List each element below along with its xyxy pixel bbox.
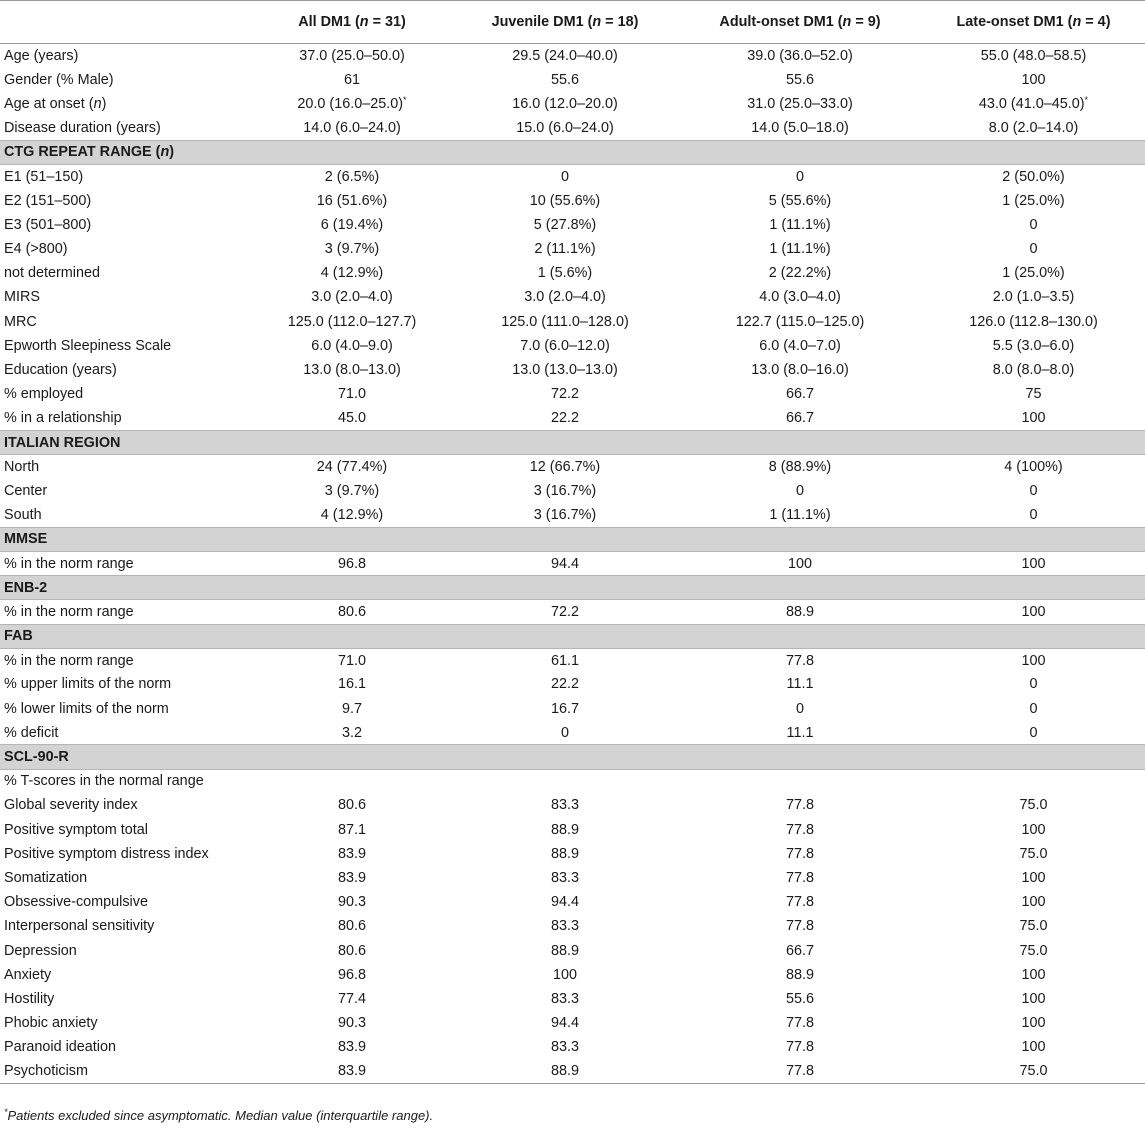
row-label: E1 (51–150) bbox=[4, 168, 84, 185]
cell-juvenile-dm1: 61.1 bbox=[550, 652, 579, 669]
cell-juvenile-dm1: 83.3 bbox=[550, 990, 579, 1007]
table-row bbox=[0, 600, 1145, 624]
cell-adult-onset-dm1: 77.8 bbox=[785, 797, 814, 814]
cell-late-onset-dm1: 75 bbox=[1025, 386, 1042, 403]
section-title: ITALIAN REGION bbox=[0, 431, 1145, 455]
cell-late-onset-dm1: 100 bbox=[1021, 869, 1046, 886]
section-header-row bbox=[0, 140, 1145, 164]
table-row bbox=[0, 285, 1145, 309]
cell-juvenile-dm1: 16.0 (12.0–20.0) bbox=[512, 95, 618, 112]
row-label: Global severity index bbox=[4, 797, 138, 814]
cell-juvenile-dm1: 88.9 bbox=[550, 821, 579, 838]
cell-juvenile-dm1: 94.4 bbox=[550, 555, 579, 572]
row-label: % employed bbox=[4, 386, 84, 403]
cell-all-dm1: 16 (51.6%) bbox=[316, 192, 388, 209]
row-label: % in a relationship bbox=[4, 410, 122, 427]
cell-all-dm1: 90.3 bbox=[337, 1015, 366, 1032]
cell-all-dm1: 4 (12.9%) bbox=[320, 506, 384, 523]
section-title: SCL-90-R bbox=[0, 745, 1145, 769]
section-title: CTG REPEAT RANGE (n) bbox=[0, 140, 1145, 164]
row-label: Hostility bbox=[4, 990, 55, 1007]
cell-all-dm1: 87.1 bbox=[337, 821, 366, 838]
cell-all-dm1: 3 (9.7%) bbox=[324, 241, 380, 258]
cell-late-onset-dm1: 55.0 (48.0–58.5) bbox=[980, 47, 1087, 64]
row-label: Somatization bbox=[4, 869, 88, 886]
cell-adult-onset-dm1: 4.0 (3.0–4.0) bbox=[759, 289, 841, 306]
table-footnote bbox=[4, 1108, 433, 1123]
cell-juvenile-dm1: 83.3 bbox=[550, 869, 579, 886]
row-label: % lower limits of the norm bbox=[4, 700, 169, 717]
cell-adult-onset-dm1: 11.1 bbox=[786, 676, 814, 693]
cell-late-onset-dm1: 100 bbox=[1021, 1015, 1046, 1032]
cell-adult-onset-dm1: 0 bbox=[795, 482, 804, 499]
cell-all-dm1: 24 (77.4%) bbox=[316, 459, 388, 476]
cell-adult-onset-dm1: 11.1 bbox=[786, 724, 814, 741]
row-label: MRC bbox=[4, 313, 37, 330]
cell-all-dm1: 9.7 bbox=[341, 700, 362, 717]
cell-adult-onset-dm1: 66.7 bbox=[785, 942, 814, 959]
row-label: MIRS bbox=[4, 289, 40, 306]
cell-juvenile-dm1: 88.9 bbox=[550, 845, 579, 862]
cell-all-dm1: 96.8 bbox=[337, 966, 366, 983]
table-row bbox=[0, 237, 1145, 261]
cell-all-dm1: 6.0 (4.0–9.0) bbox=[311, 337, 393, 354]
cell-all-dm1: 37.0 (25.0–50.0) bbox=[299, 47, 405, 64]
cell-late-onset-dm1: 100 bbox=[1021, 603, 1046, 620]
cell-adult-onset-dm1: 77.8 bbox=[678, 1059, 922, 1083]
cell-juvenile-dm1: 100 bbox=[552, 966, 577, 983]
cell-all-dm1: 80.6 bbox=[337, 797, 366, 814]
cell-adult-onset-dm1: 88.9 bbox=[785, 603, 814, 620]
cell-late-onset-dm1: 75.0 bbox=[1019, 797, 1048, 814]
table-row bbox=[0, 1035, 1145, 1059]
row-label: North bbox=[4, 459, 40, 476]
cell-adult-onset-dm1: 77.8 bbox=[785, 821, 814, 838]
cell-adult-onset-dm1: 14.0 (5.0–18.0) bbox=[751, 119, 849, 136]
header-label-column bbox=[0, 1, 252, 44]
table-row bbox=[0, 334, 1145, 358]
table-row bbox=[0, 648, 1145, 672]
cell-juvenile-dm1: 125.0 (111.0–128.0) bbox=[501, 313, 629, 330]
table-row bbox=[0, 310, 1145, 334]
table-row bbox=[0, 963, 1145, 987]
section-header-row bbox=[0, 624, 1145, 648]
cell-adult-onset-dm1: 77.8 bbox=[785, 652, 814, 669]
cell-adult-onset-dm1: 55.6 bbox=[785, 990, 814, 1007]
cell-adult-onset-dm1: 2 (22.2%) bbox=[768, 265, 832, 282]
table-row bbox=[0, 769, 1145, 793]
table-row bbox=[0, 938, 1145, 962]
cell-adult-onset-dm1: 77.8 bbox=[785, 918, 814, 935]
cell-juvenile-dm1: 2 (11.1%) bbox=[534, 241, 596, 258]
cell-adult-onset-dm1 bbox=[678, 769, 922, 793]
table-row bbox=[0, 697, 1145, 721]
table-row bbox=[0, 406, 1145, 430]
row-label: Paranoid ideation bbox=[4, 1039, 117, 1056]
cell-juvenile-dm1 bbox=[452, 769, 678, 793]
cell-juvenile-dm1: 22.2 bbox=[550, 410, 579, 427]
cell-all-dm1: 20.0 (16.0–25.0)* bbox=[297, 94, 407, 112]
cell-all-dm1: 45.0 bbox=[337, 410, 366, 427]
row-label: Obsessive-compulsive bbox=[4, 894, 148, 911]
cell-late-onset-dm1: 100 bbox=[1021, 894, 1046, 911]
cell-all-dm1: 14.0 (6.0–24.0) bbox=[303, 119, 401, 136]
cell-late-onset-dm1: 2 (50.0%) bbox=[1002, 168, 1065, 185]
cell-juvenile-dm1: 83.3 bbox=[550, 1039, 579, 1056]
row-label: Psychoticism bbox=[0, 1059, 252, 1083]
cell-all-dm1: 80.6 bbox=[337, 942, 366, 959]
row-label: Positive symptom distress index bbox=[4, 845, 209, 862]
cell-juvenile-dm1: 55.6 bbox=[550, 71, 579, 88]
table-row bbox=[0, 479, 1145, 503]
cell-juvenile-dm1: 0 bbox=[560, 168, 569, 185]
cell-juvenile-dm1: 1 (5.6%) bbox=[537, 265, 593, 282]
cell-all-dm1: 83.9 bbox=[337, 869, 366, 886]
cell-late-onset-dm1: 8.0 (8.0–8.0) bbox=[992, 362, 1075, 379]
cell-juvenile-dm1: 5 (27.8%) bbox=[533, 216, 597, 233]
cell-all-dm1: 3.0 (2.0–4.0) bbox=[311, 289, 393, 306]
cell-all-dm1: 96.8 bbox=[337, 555, 366, 572]
section-header-row bbox=[0, 527, 1145, 551]
cell-all-dm1: 77.4 bbox=[337, 990, 366, 1007]
cell-late-onset-dm1: 100 bbox=[1021, 652, 1046, 669]
cell-late-onset-dm1: 75.0 bbox=[922, 1059, 1145, 1083]
cell-late-onset-dm1: 5.5 (3.0–6.0) bbox=[992, 337, 1075, 354]
row-label: South bbox=[4, 506, 42, 523]
cell-adult-onset-dm1: 77.8 bbox=[785, 869, 814, 886]
cell-all-dm1: 83.9 bbox=[337, 845, 366, 862]
cell-juvenile-dm1: 29.5 (24.0–40.0) bbox=[512, 47, 618, 64]
table-row bbox=[0, 1011, 1145, 1035]
cell-late-onset-dm1: 75.0 bbox=[1019, 942, 1048, 959]
cell-late-onset-dm1: 0 bbox=[1029, 241, 1038, 258]
cell-juvenile-dm1: 94.4 bbox=[550, 894, 579, 911]
cell-late-onset-dm1: 0 bbox=[1029, 506, 1038, 523]
cell-juvenile-dm1: 12 (66.7%) bbox=[529, 459, 601, 476]
table-header-row bbox=[0, 1, 1145, 44]
table-row bbox=[0, 842, 1145, 866]
row-label: % in the norm range bbox=[4, 603, 134, 620]
cell-adult-onset-dm1: 0 bbox=[795, 168, 804, 185]
cell-adult-onset-dm1: 77.8 bbox=[785, 894, 814, 911]
cell-adult-onset-dm1: 5 (55.6%) bbox=[768, 192, 832, 209]
cell-late-onset-dm1: 0 bbox=[1029, 676, 1038, 693]
cell-late-onset-dm1: 126.0 (112.8–130.0) bbox=[969, 313, 1098, 330]
cell-adult-onset-dm1: 77.8 bbox=[785, 1039, 814, 1056]
cell-adult-onset-dm1: 100 bbox=[787, 555, 812, 572]
cell-adult-onset-dm1: 77.8 bbox=[785, 845, 814, 862]
cell-late-onset-dm1: 2.0 (1.0–3.5) bbox=[992, 289, 1075, 306]
cell-adult-onset-dm1: 66.7 bbox=[785, 386, 814, 403]
cell-juvenile-dm1: 15.0 (6.0–24.0) bbox=[516, 119, 614, 136]
cell-late-onset-dm1: 100 bbox=[1021, 966, 1046, 983]
row-label: Disease duration (years) bbox=[4, 119, 161, 136]
cell-late-onset-dm1: 100 bbox=[1021, 1039, 1046, 1056]
cell-juvenile-dm1: 3.0 (2.0–4.0) bbox=[524, 289, 606, 306]
cell-late-onset-dm1: 100 bbox=[1021, 990, 1046, 1007]
cell-late-onset-dm1: 4 (100%) bbox=[1004, 459, 1063, 476]
table-row bbox=[0, 189, 1145, 213]
cell-juvenile-dm1: 94.4 bbox=[550, 1015, 579, 1032]
row-label: % in the norm range bbox=[4, 555, 134, 572]
table-row bbox=[0, 987, 1145, 1011]
cell-adult-onset-dm1: 77.8 bbox=[785, 1015, 814, 1032]
cell-adult-onset-dm1: 55.6 bbox=[785, 71, 814, 88]
cell-adult-onset-dm1: 13.0 (8.0–16.0) bbox=[751, 362, 849, 379]
table-row bbox=[0, 721, 1145, 745]
table-row bbox=[0, 213, 1145, 237]
row-label: Phobic anxiety bbox=[4, 1015, 98, 1032]
section-header-row bbox=[0, 576, 1145, 600]
table-row bbox=[0, 866, 1145, 890]
cell-adult-onset-dm1: 122.7 (115.0–125.0) bbox=[735, 313, 865, 330]
table-row bbox=[0, 455, 1145, 479]
cell-late-onset-dm1: 75.0 bbox=[1019, 845, 1048, 862]
cell-all-dm1: 16.1 bbox=[337, 676, 366, 693]
footnote-text: Patients excluded since asymptomatic. Median value (interquartile range). bbox=[7, 1108, 434, 1123]
cell-all-dm1: 80.6 bbox=[337, 918, 366, 935]
row-label: Education (years) bbox=[4, 362, 117, 379]
header-all-dm1: All DM1 (n = 31) bbox=[252, 1, 452, 44]
cell-adult-onset-dm1: 39.0 (36.0–52.0) bbox=[747, 47, 853, 64]
table-row bbox=[0, 1059, 1145, 1083]
cell-all-dm1: 4 (12.9%) bbox=[320, 265, 384, 282]
cell-all-dm1: 2 (6.5%) bbox=[324, 168, 380, 185]
cell-juvenile-dm1: 16.7 bbox=[550, 700, 579, 717]
section-title: FAB bbox=[0, 624, 1145, 648]
cell-juvenile-dm1: 3 (16.7%) bbox=[533, 506, 597, 523]
cell-late-onset-dm1: 43.0 (41.0–45.0)* bbox=[978, 94, 1089, 112]
row-label: E2 (151–500) bbox=[4, 192, 92, 209]
cell-all-dm1: 83.9 bbox=[252, 1059, 452, 1083]
cell-adult-onset-dm1: 1 (11.1%) bbox=[769, 216, 831, 233]
section-title: MMSE bbox=[0, 527, 1145, 551]
cell-all-dm1: 71.0 bbox=[337, 652, 366, 669]
cell-adult-onset-dm1: 1 (11.1%) bbox=[769, 241, 831, 258]
cell-all-dm1 bbox=[252, 769, 452, 793]
table-row bbox=[0, 261, 1145, 285]
table-row bbox=[0, 503, 1145, 527]
section-header-row bbox=[0, 745, 1145, 769]
cell-all-dm1: 61 bbox=[343, 71, 360, 88]
cell-all-dm1: 125.0 (112.0–127.7) bbox=[287, 313, 417, 330]
table-row bbox=[0, 672, 1145, 696]
cell-juvenile-dm1: 0 bbox=[560, 724, 569, 741]
row-label: not determined bbox=[4, 265, 100, 282]
cell-late-onset-dm1: 75.0 bbox=[1019, 918, 1048, 935]
cell-late-onset-dm1 bbox=[922, 769, 1145, 793]
header-juvenile-dm1: Juvenile DM1 (n = 18) bbox=[452, 1, 678, 44]
cell-juvenile-dm1: 72.2 bbox=[550, 386, 579, 403]
cell-late-onset-dm1: 100 bbox=[1021, 821, 1046, 838]
section-header-row bbox=[0, 431, 1145, 455]
cell-late-onset-dm1: 0 bbox=[1029, 724, 1038, 741]
table-row bbox=[0, 164, 1145, 188]
cell-juvenile-dm1: 22.2 bbox=[550, 676, 579, 693]
cell-late-onset-dm1: 1 (25.0%) bbox=[1002, 192, 1065, 209]
cell-adult-onset-dm1: 31.0 (25.0–33.0) bbox=[747, 95, 853, 112]
cell-adult-onset-dm1: 1 (11.1%) bbox=[769, 506, 831, 523]
table-row bbox=[0, 551, 1145, 575]
cell-late-onset-dm1: 8.0 (2.0–14.0) bbox=[988, 119, 1079, 136]
cell-all-dm1: 3 (9.7%) bbox=[324, 482, 380, 499]
table-row bbox=[0, 92, 1145, 116]
cell-all-dm1: 83.9 bbox=[337, 1039, 366, 1056]
row-label: Depression bbox=[4, 942, 77, 959]
row-label: Anxiety bbox=[4, 966, 52, 983]
row-label: Epworth Sleepiness Scale bbox=[4, 337, 172, 354]
footnote-marker: * bbox=[4, 1107, 8, 1117]
cell-adult-onset-dm1: 6.0 (4.0–7.0) bbox=[759, 337, 841, 354]
row-label: Positive symptom total bbox=[4, 821, 148, 838]
cell-juvenile-dm1: 13.0 (13.0–13.0) bbox=[512, 362, 618, 379]
row-label: E4 (>800) bbox=[4, 241, 68, 258]
table-row bbox=[0, 44, 1145, 68]
cell-juvenile-dm1: 72.2 bbox=[550, 603, 579, 620]
cell-late-onset-dm1: 1 (25.0%) bbox=[1002, 265, 1065, 282]
cell-juvenile-dm1: 88.9 bbox=[452, 1059, 678, 1083]
table-row bbox=[0, 914, 1145, 938]
cell-all-dm1: 3.2 bbox=[341, 724, 362, 741]
cell-late-onset-dm1: 100 bbox=[1021, 71, 1046, 88]
cell-late-onset-dm1: 0 bbox=[1029, 482, 1038, 499]
table-row bbox=[0, 818, 1145, 842]
cell-late-onset-dm1: 100 bbox=[1021, 410, 1046, 427]
cell-all-dm1: 90.3 bbox=[337, 894, 366, 911]
cell-late-onset-dm1: 100 bbox=[1021, 555, 1046, 572]
table-row bbox=[0, 358, 1145, 382]
cell-late-onset-dm1: 0 bbox=[1029, 700, 1038, 717]
cell-juvenile-dm1: 10 (55.6%) bbox=[529, 192, 601, 209]
cell-juvenile-dm1: 83.3 bbox=[550, 918, 579, 935]
row-label: Age (years) bbox=[4, 47, 79, 64]
header-adult-onset-dm1: Adult-onset DM1 (n = 9) bbox=[678, 1, 922, 44]
section-title: ENB-2 bbox=[0, 576, 1145, 600]
cell-adult-onset-dm1: 0 bbox=[795, 700, 804, 717]
table-row bbox=[0, 793, 1145, 817]
table-row bbox=[0, 382, 1145, 406]
cell-all-dm1: 13.0 (8.0–13.0) bbox=[303, 362, 401, 379]
cell-juvenile-dm1: 83.3 bbox=[550, 797, 579, 814]
header-late-onset-dm1: Late-onset DM1 (n = 4) bbox=[922, 1, 1145, 44]
row-label: % deficit bbox=[4, 724, 59, 741]
row-label: Center bbox=[4, 482, 48, 499]
cell-all-dm1: 71.0 bbox=[337, 386, 366, 403]
row-label: Interpersonal sensitivity bbox=[4, 918, 155, 935]
cell-juvenile-dm1: 88.9 bbox=[550, 942, 579, 959]
cell-late-onset-dm1: 0 bbox=[1029, 216, 1038, 233]
table-row bbox=[0, 116, 1145, 140]
row-label: % T-scores in the normal range bbox=[4, 773, 204, 790]
row-label: E3 (501–800) bbox=[4, 216, 92, 233]
row-label: % upper limits of the norm bbox=[4, 676, 172, 693]
row-label: % in the norm range bbox=[4, 652, 134, 669]
cell-adult-onset-dm1: 8 (88.9%) bbox=[768, 459, 832, 476]
cell-all-dm1: 6 (19.4%) bbox=[320, 216, 384, 233]
cell-adult-onset-dm1: 88.9 bbox=[785, 966, 814, 983]
row-label: Age at onset (n) bbox=[4, 95, 107, 112]
cell-juvenile-dm1: 7.0 (6.0–12.0) bbox=[520, 337, 610, 354]
cell-all-dm1: 80.6 bbox=[337, 603, 366, 620]
cell-adult-onset-dm1: 66.7 bbox=[785, 410, 814, 427]
row-label: Gender (% Male) bbox=[4, 71, 114, 88]
table-row bbox=[0, 68, 1145, 92]
table-row bbox=[0, 890, 1145, 914]
cell-juvenile-dm1: 3 (16.7%) bbox=[533, 482, 597, 499]
